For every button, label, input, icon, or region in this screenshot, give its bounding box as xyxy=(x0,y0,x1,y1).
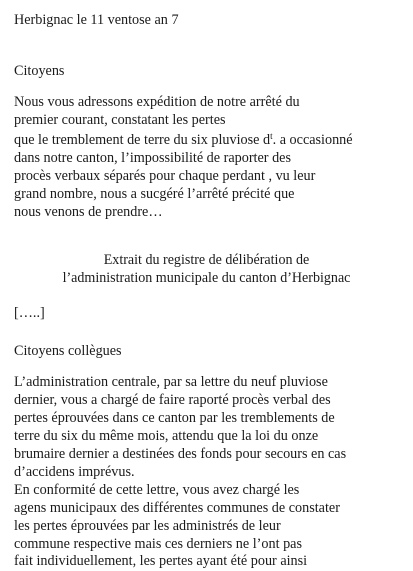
paragraph-1-line: nous venons de prendre… xyxy=(14,204,163,220)
paragraph-3-line: En conformité de cette lettre, vous avez chargé les xyxy=(14,482,300,498)
paragraph-1-line: grand nombre, nous a sucgéré l’arrêté précité que xyxy=(14,186,295,202)
paragraph-2-line: terre du six du même mois, attendu que la loi du onze xyxy=(14,428,319,444)
paragraph-2-line: pertes éprouvées dans ce canton par les tremblements de xyxy=(14,410,335,426)
paragraph-3-line: fait individuellement, les pertes ayant été pour ainsi xyxy=(14,553,308,569)
paragraph-2-line: brumaire dernier a destinées des fonds pour secours en cas xyxy=(14,446,347,462)
paragraph-3-line: les pertes éprouvées par les administrés de leur xyxy=(14,518,281,534)
extract-title-line: l’administration municipale du canton d’Herbignac xyxy=(62,270,351,286)
text-segment: . a occasionné xyxy=(272,132,353,148)
paragraph-1-line: procès verbaux séparés pour chaque perdant , vu leur xyxy=(14,168,316,184)
extract-title-line: Extrait du registre de délibération de xyxy=(103,252,310,268)
text-segment: que le tremblement de terre du six pluviose d xyxy=(14,132,271,148)
paragraph-2-line: d’accidens imprévus. xyxy=(14,464,135,480)
paragraph-1-line: dans notre canton, l’impossibilité de raporter des xyxy=(14,150,291,166)
ellipsis-marker: […..] xyxy=(14,305,45,321)
paragraph-1-line: premier courant, constatant les pertes xyxy=(14,112,226,128)
paragraph-1-line: Nous vous adressons expédition de notre arrêté du xyxy=(14,94,300,110)
paragraph-2-line: L’administration centrale, par sa lettre du neuf pluviose xyxy=(14,374,328,390)
salutation-citoyens: Citoyens xyxy=(14,63,65,79)
paragraph-1-line xyxy=(14,132,353,149)
salutation-citoyens-collegues: Citoyens collègues xyxy=(14,343,122,359)
superscript: t xyxy=(270,131,273,141)
paragraph-3-line: agens municipaux des différentes communes de constater xyxy=(14,500,340,516)
letter-header: Herbignac le 11 ventose an 7 xyxy=(14,12,179,28)
paragraph-2-line: dernier, vous a chargé de faire raporté procès verbal des xyxy=(14,392,331,408)
paragraph-3-line: commune respective mais ces derniers ne l’ont pas xyxy=(14,536,302,552)
